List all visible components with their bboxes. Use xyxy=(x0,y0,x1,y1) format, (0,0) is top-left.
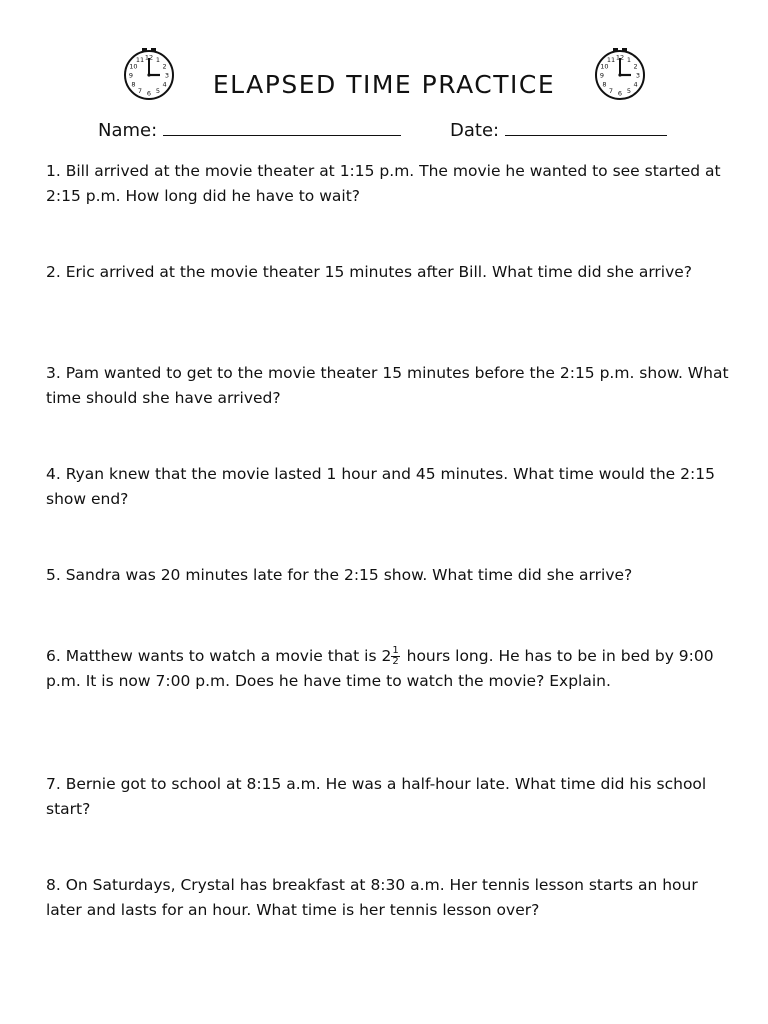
clock-bell xyxy=(613,48,618,52)
fraction-denominator: 2 xyxy=(392,656,399,667)
clock-numeral: 11 xyxy=(135,55,145,64)
clock-numeral: 9 xyxy=(599,71,605,80)
clock-numeral: 12 xyxy=(144,53,154,62)
clock-numeral: 3 xyxy=(164,71,170,80)
clock-numeral: 4 xyxy=(633,80,638,89)
clock-numeral: 8 xyxy=(602,80,607,89)
clock-numeral: 1 xyxy=(155,55,161,64)
clock-numeral: 8 xyxy=(131,80,136,89)
clock-numeral: 10 xyxy=(129,62,138,71)
clock-bell xyxy=(151,48,156,52)
question-5: 5. Sandra was 20 minutes late for the 2:15 show. What time did she arrive? xyxy=(46,566,633,584)
clock-numeral: 11 xyxy=(606,55,616,64)
date-label: Date: xyxy=(450,120,500,141)
clock-numeral: 7 xyxy=(137,87,143,96)
clock-numeral: 5 xyxy=(155,87,161,96)
fraction-one-half xyxy=(391,646,399,667)
name-label: Name: xyxy=(98,120,158,141)
question-6-text-before: 6. Matthew wants to watch a movie that is 2 xyxy=(46,647,392,665)
worksheet-title: ELAPSED TIME PRACTICE xyxy=(212,70,556,99)
question-8: 8. On Saturdays, Crystal has breakfast at 8:30 a.m. Her tennis lesson starts an hour later and lasts for an hour. What time is her tennis lesson over? xyxy=(46,876,698,919)
question-1: 1. Bill arrived at the movie theater at 1:15 p.m. The movie he wanted to see started at 2:15 p.m. How long did he have to wait? xyxy=(46,162,721,205)
question-6 xyxy=(46,644,736,694)
question-2: 2. Eric arrived at the movie theater 15 minutes after Bill. What time did she arrive? xyxy=(46,263,693,281)
clock-numeral: 7 xyxy=(608,87,614,96)
name-blank-line[interactable] xyxy=(163,119,401,136)
date-blank-line[interactable] xyxy=(505,119,667,136)
clock-numeral: 12 xyxy=(615,53,625,62)
clock-numeral: 2 xyxy=(162,62,167,71)
clock-numeral: 5 xyxy=(626,87,632,96)
question-3: 3. Pam wanted to get to the movie theater 15 minutes before the 2:15 p.m. show. What time should she have arrived? xyxy=(46,364,729,407)
clock-bell xyxy=(142,48,147,52)
fraction-numerator: 1 xyxy=(392,645,399,656)
clock-numeral: 6 xyxy=(617,89,623,98)
clock-numeral: 9 xyxy=(128,71,134,80)
clock-numeral: 4 xyxy=(162,80,167,89)
clock-numeral: 1 xyxy=(626,55,632,64)
clock-numeral: 6 xyxy=(146,89,152,98)
clock-bell xyxy=(622,48,627,52)
clock-numeral: 10 xyxy=(600,62,609,71)
clock-numeral: 2 xyxy=(633,62,638,71)
clock-numeral: 3 xyxy=(635,71,641,80)
question-4: 4. Ryan knew that the movie lasted 1 hour and 45 minutes. What time would the 2:15 show end? xyxy=(46,465,715,508)
question-7: 7. Bernie got to school at 8:15 a.m. He was a half-hour late. What time did his school start? xyxy=(46,775,707,818)
date-field xyxy=(450,119,667,141)
name-field xyxy=(98,119,401,141)
question-6-text-after: hours long. He has to be in bed by 9:00 p.m. It is now 7:00 p.m. Does he have time to watch the movie? Explain. xyxy=(46,647,714,690)
